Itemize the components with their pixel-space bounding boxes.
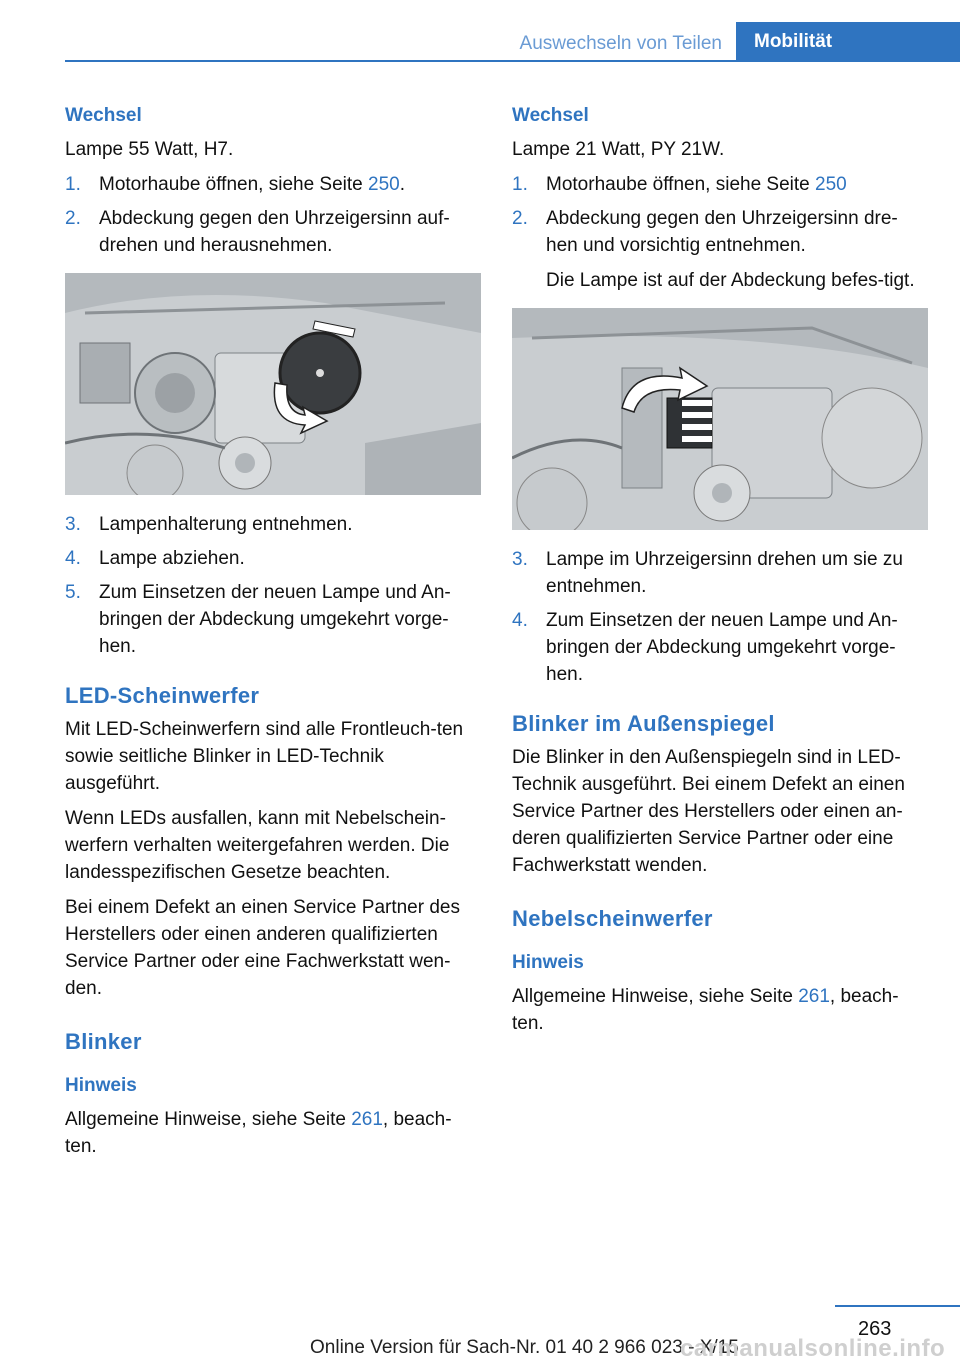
left-lamp-spec: Lampe 55 Watt, H7. [65, 139, 234, 160]
watermark: carmanualsonline.info [680, 1335, 946, 1362]
step-number: 2. [512, 208, 528, 229]
hinweis-text-after: , beach-ten. [65, 1109, 452, 1157]
left-hinweis-heading: Hinweis [65, 1075, 137, 1096]
left-steps-b [65, 511, 481, 660]
right-steps-b [512, 546, 928, 688]
step-text: Lampe im Uhrzeigersinn drehen um sie zu entnehmen. [546, 549, 903, 597]
step-number: 4. [512, 610, 528, 631]
step-text: Abdeckung gegen den Uhrzeigersinn auf-drehen und herausnehmen. [99, 208, 450, 256]
led-paragraph-3: Bei einem Defekt an einen Service Partner des Herstellers oder einen anderen qualifizierten Service Partner oder eine Fachwerkstatt wen-den. [65, 897, 460, 999]
step-number: 1. [65, 174, 81, 195]
page-link[interactable]: 261 [798, 986, 830, 1007]
step-text: Abdeckung gegen den Uhrzeigersinn dre-hen und vorsichtig entnehmen. [546, 208, 898, 256]
headlight-cover-image [65, 273, 481, 495]
footer-rule [835, 1305, 960, 1307]
list-item [512, 607, 928, 688]
step-number: 3. [512, 549, 528, 570]
hinweis-text: Allgemeine Hinweise, siehe Seite [65, 1109, 352, 1130]
header-rule [65, 60, 960, 62]
step-text: Motorhaube öffnen, siehe Seite [99, 174, 369, 195]
header-section-title: Auswechseln von Teilen [519, 33, 722, 54]
step-text: Zum Einsetzen der neuen Lampe und An-bringen der Abdeckung umgekehrt vorge-hen. [546, 610, 898, 685]
online-version-note: Online Version für Sach-Nr. 01 40 2 966 023 - X/15 [310, 1337, 739, 1358]
led-heading: LED-Scheinwerfer [65, 683, 260, 708]
list-item [65, 171, 481, 198]
step-text: Zum Einsetzen der neuen Lampe und An-bringen der Abdeckung umgekehrt vorge-hen. [99, 582, 451, 657]
step-text: Lampenhalterung entnehmen. [99, 514, 353, 535]
header-chapter-tab[interactable]: Mobilität [736, 22, 960, 62]
hinweis-text: Allgemeine Hinweise, siehe Seite [512, 986, 799, 1007]
step-text: Lampe abziehen. [99, 548, 245, 569]
step-number: 3. [65, 514, 81, 535]
list-item [65, 579, 481, 660]
left-hinweis-text [65, 1106, 481, 1160]
step-number: 5. [65, 582, 81, 603]
right-lamp-spec: Lampe 21 Watt, PY 21W. [512, 139, 725, 160]
led-paragraph-2: Wenn LEDs ausfallen, kann mit Nebelschein-werfern verhalten weitergefahren werden. Die landesspezifischen Gesetze beachten. [65, 808, 450, 883]
right-wechsel-heading: Wechsel [512, 105, 589, 126]
list-item [512, 205, 928, 294]
right-steps-a [512, 171, 928, 294]
step-number: 4. [65, 548, 81, 569]
step-number: 2. [65, 208, 81, 229]
list-item [65, 205, 481, 259]
fog-light-heading: Nebelscheinwerfer [512, 906, 713, 931]
step-text: Motorhaube öffnen, siehe Seite [546, 174, 816, 195]
page-link[interactable]: 261 [351, 1109, 383, 1130]
step-extra-text: Die Lampe ist auf der Abdeckung befes-tigt. [546, 270, 915, 291]
left-column [65, 104, 481, 1168]
right-hinweis-text [512, 983, 928, 1037]
led-paragraph-1: Mit LED-Scheinwerfern sind alle Frontleuch-ten sowie seitliche Blinker in LED-Technik ausgeführt. [65, 719, 464, 794]
left-steps-a [65, 171, 481, 259]
page-number: 263 [858, 1318, 892, 1340]
right-column [512, 104, 928, 1045]
indicator-lamp-image [512, 308, 928, 530]
step-text-after: . [399, 174, 405, 195]
page-link[interactable]: 250 [368, 174, 400, 195]
left-wechsel-heading: Wechsel [65, 105, 142, 126]
mirror-indicator-heading: Blinker im Außenspiegel [512, 711, 775, 736]
list-item [512, 171, 928, 198]
step-number: 1. [512, 174, 528, 195]
page-link[interactable]: 250 [815, 174, 847, 195]
list-item [65, 511, 481, 538]
list-item [512, 546, 928, 600]
hinweis-text-after: , beach-ten. [512, 986, 899, 1034]
list-item [65, 545, 481, 572]
right-hinweis-heading: Hinweis [512, 952, 584, 973]
mirror-indicator-paragraph: Die Blinker in den Außenspiegeln sind in LED-Technik ausgeführt. Bei einem Defekt an einen Service Partner des Herstellers oder einen an-deren qualifizierten Service Partner oder eine Fachwerkstatt wenden. [512, 747, 905, 876]
blinker-heading: Blinker [65, 1029, 142, 1054]
